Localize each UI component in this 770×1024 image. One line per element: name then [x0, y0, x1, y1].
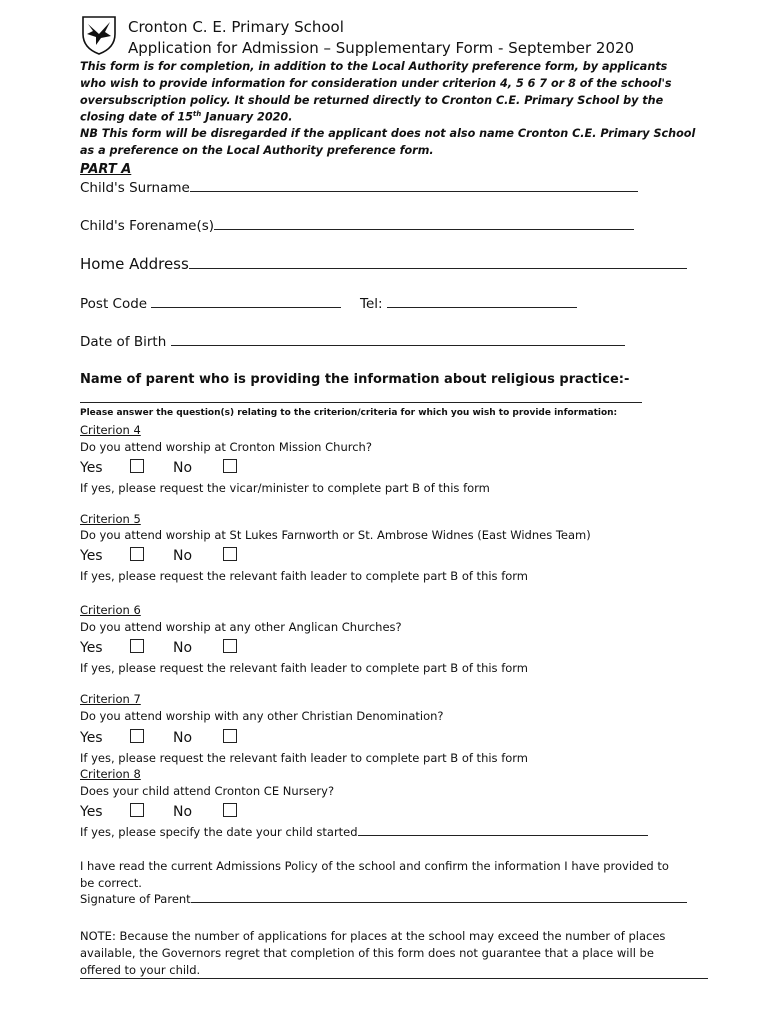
criterion-6-no-checkbox[interactable]: [223, 639, 237, 653]
note-line-1: NOTE: Because the number of applications for places at the school may exceed the number of places: [80, 929, 666, 943]
signature-field[interactable]: Signature of Parent: [80, 892, 687, 906]
instruction-text: Please answer the question(s) relating to the criterion/criteria for which you wish to provide information:: [80, 408, 618, 418]
criterion-4-followup: If yes, please request the vicar/minister to complete part B of this form: [80, 481, 490, 495]
school-crest-icon: [81, 14, 117, 56]
criterion-5-yes-checkbox[interactable]: [130, 547, 144, 561]
part-a-heading: PART A: [80, 162, 132, 177]
criterion-8-no-checkbox[interactable]: [223, 803, 237, 817]
criterion-5-no-label: No: [173, 548, 193, 564]
criterion-8-yes-checkbox[interactable]: [130, 803, 144, 817]
criterion-4-question: Do you attend worship at Cronton Mission Church?: [80, 440, 372, 454]
criterion-7-followup: If yes, please request the relevant faith leader to complete part B of this form: [80, 751, 529, 765]
criterion-5-question: Do you attend worship at St Lukes Farnworth or St. Ambrose Widnes (East Widnes Team): [80, 528, 591, 542]
criterion-4-title: Criterion 4: [80, 423, 141, 437]
dob-field[interactable]: Date of Birth: [80, 334, 625, 350]
nb-line-1: NB This form will be disregarded if the applicant does not also name Cronton C.E. Primary School: [80, 127, 696, 140]
criterion-8-no-label: No: [173, 804, 193, 820]
criterion-5-yes-label: Yes: [80, 548, 103, 564]
criterion-4-yes-checkbox[interactable]: [130, 459, 144, 473]
home-address-field[interactable]: Home Address: [80, 255, 687, 273]
criterion-8-question: Does your child attend Cronton CE Nursery?: [80, 784, 335, 798]
note-line-3: offered to your child.: [80, 963, 201, 977]
parent-name-label: Name of parent who is providing the information about religious practice:-: [80, 372, 630, 387]
criterion-6-yes-label: Yes: [80, 640, 103, 656]
criterion-4-yes-label: Yes: [80, 460, 103, 476]
criterion-7-title: Criterion 7: [80, 692, 141, 706]
postcode-field[interactable]: Post Code: [80, 296, 341, 312]
criterion-6-question: Do you attend worship at any other Anglican Churches?: [80, 620, 402, 634]
criterion-8-yes-label: Yes: [80, 804, 103, 820]
criterion-7-yes-label: Yes: [80, 730, 103, 746]
parent-name-line[interactable]: [80, 402, 642, 403]
declaration-line-2: be correct.: [80, 876, 142, 890]
criterion-4-no-checkbox[interactable]: [223, 459, 237, 473]
intro-line-3: oversubscription policy. It should be returned directly to Cronton C.E. Primary School by the: [80, 94, 664, 107]
criterion-6-no-label: No: [173, 640, 193, 656]
forename-field[interactable]: Child's Forename(s): [80, 218, 634, 234]
criterion-5-no-checkbox[interactable]: [223, 547, 237, 561]
criterion-7-question: Do you attend worship with any other Christian Denomination?: [80, 709, 444, 723]
criterion-7-no-checkbox[interactable]: [223, 729, 237, 743]
criterion-4-no-label: No: [173, 460, 193, 476]
criterion-8-title: Criterion 8: [80, 767, 141, 781]
criterion-7-yes-checkbox[interactable]: [130, 729, 144, 743]
criterion-8-date-started-field[interactable]: If yes, please specify the date your child started: [80, 825, 648, 839]
intro-line-4: closing date of 15th January 2020.: [80, 110, 293, 124]
criterion-5-followup: If yes, please request the relevant faith leader to complete part B of this form: [80, 569, 529, 583]
intro-line-2: who wish to provide information for consideration under criterion 4, 5 6 7 or 8 of the school's: [80, 77, 672, 90]
note-line-2: available, the Governors regret that completion of this form does not guarantee that a place will be: [80, 946, 654, 960]
criterion-6-yes-checkbox[interactable]: [130, 639, 144, 653]
criterion-7-no-label: No: [173, 730, 193, 746]
nb-line-2: as a preference on the Local Authority preference form.: [80, 144, 434, 157]
intro-line-1: This form is for completion, in addition to the Local Authority preference form, by applicants: [80, 60, 668, 73]
school-name: Cronton C. E. Primary School: [128, 18, 344, 36]
declaration-line-1: I have read the current Admissions Policy of the school and confirm the information I have provided to: [80, 859, 669, 873]
criterion-6-title: Criterion 6: [80, 603, 141, 617]
note-underline: [80, 978, 708, 979]
criterion-5-title: Criterion 5: [80, 512, 141, 526]
criterion-6-followup: If yes, please request the relevant faith leader to complete part B of this form: [80, 661, 529, 675]
form-title: Application for Admission – Supplementary Form - September 2020: [128, 39, 635, 57]
surname-field[interactable]: Child's Surname: [80, 180, 638, 196]
tel-field[interactable]: Tel:: [360, 296, 577, 312]
